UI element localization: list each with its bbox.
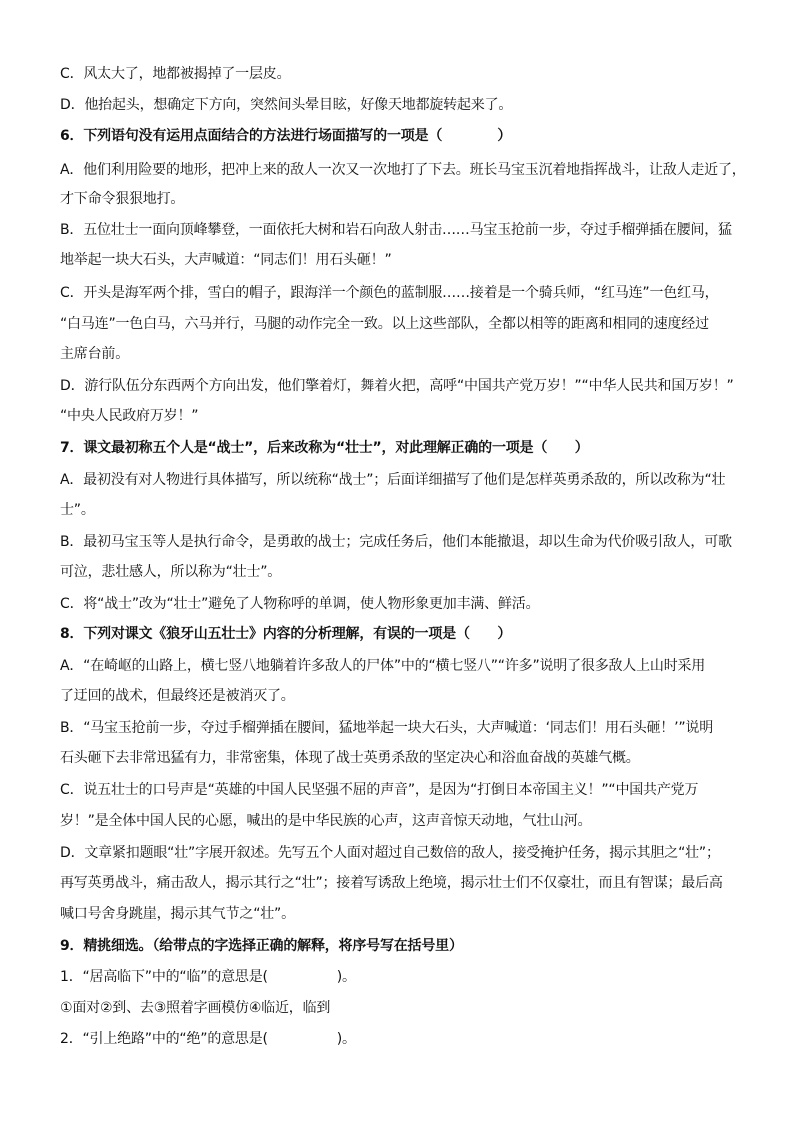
option-a-q6-line1: A．他们利用险要的地形，把冲上来的敌人一次又一次地打了下去。班长马宝玉沉着地指挥战斗，让敌人走近了， (60, 162, 746, 178)
sub-question-1-choices: ①面对②到、去③照着字画模仿④临近，临到 (60, 1000, 331, 1016)
option-a-q7-line1: A．最初没有对人物进行具体描写，所以统称“战士”；后面详细描写了他们是怎样英勇杀敌的，所以改称为“壮 (60, 472, 726, 488)
option-b-q6-line1: B．五位壮士一面向顶峰攀登，一面依托大树和岩石向敌人射击……马宝玉抢前一步，夺过手榴弹插在腰间，猛 (60, 222, 732, 238)
option-d-q8-line1: D．文章紧扣题眼“壮”字展开叙述。先写五个人面对超过自己数倍的敌人，接受掩护任务，揭示其胆之“壮”； (60, 845, 720, 861)
question-7: 7．课文最初称五个人是“战士”，后来改称为“壮士”，对此理解正确的一项是（ ） (60, 440, 589, 456)
option-b-q7-line2: 可泣，悲壮感人，所以称为“壮士”。 (60, 564, 282, 580)
option-d-q5: D．他抬起头，想确定下方向，突然间头晕目眩，好像天地都旋转起来了。 (60, 97, 513, 113)
option-c-q6-line1: C．开头是海军两个排，雪白的帽子，跟海洋一个颜色的蓝制服……接着是一个骑兵师，“红马连”一色红马， (60, 285, 719, 301)
option-b-q6-line2: 地举起一块大石头，大声喊道：“同志们！用石头砸！” (60, 252, 392, 268)
sub-question-2: 2．“引上绝路”中的“绝”的意思是( )。 (60, 1031, 356, 1047)
option-a-q7-line2: 士”。 (60, 502, 95, 518)
option-c-q8-line1: C．说五壮士的口号声是“英雄的中国人民坚强不屈的声音”，是因为“打倒日本帝国主义！”“中国共产党万 (60, 782, 699, 798)
option-d-q6-line1: D．游行队伍分东西两个方向出发，他们擎着灯，舞着火把，高呼“中国共产党万岁！”“中华人民共和国万岁！” (60, 378, 734, 394)
option-c-q7: C．将“战士”改为“壮士”避免了人物称呼的单调，使人物形象更加丰满、鲜活。 (60, 596, 540, 612)
option-a-q6-line2: 才下命令狠狠地打。 (60, 191, 185, 207)
option-d-q6-line2: “中央人民政府万岁！” (60, 408, 199, 424)
option-d-q8-line2: 再写英勇战斗，痛击敌人，揭示其行之“壮”；接着写诱敌上绝境，揭示壮士们不仅豪壮，而且有智谋；最后高 (60, 875, 723, 891)
option-c-q8-line2: 岁！”是全体中国人民的心愿，喊出的是中华民族的心声，这声音惊天动地，气壮山河。 (60, 813, 592, 829)
option-a-q8-line2: 了迂回的战术，但最终还是被消灭了。 (60, 688, 295, 704)
option-c-q6-line2: “白马连”一色白马，六马并行，马腿的动作完全一致。以上这些部队，全都以相等的距离和相同的速度经过 (60, 316, 709, 332)
option-c-q6-line3: 主席台前。 (60, 346, 129, 362)
option-c-q5: C．风太大了，地都被揭掉了一层皮。 (60, 66, 291, 82)
option-b-q8-line1: B．“马宝玉抢前一步，夺过手榴弹插在腰间，猛地举起一块大石头，大声喊道：‘同志们！用石头砸！’”说明 (60, 720, 714, 736)
question-8: 8．下列对课文《狼牙山五壮士》内容的分析理解，有误的一项是（ ） (60, 626, 512, 642)
question-9: 9．精挑细选。（给带点的字选择正确的解释，将序号写在括号里） (60, 938, 463, 954)
option-b-q7-line1: B．最初马宝玉等人是执行命令，是勇敢的战士；完成任务后，他们本能撤退，却以生命为代价吸引敌人，可歌 (60, 534, 732, 550)
option-a-q8-line1: A．“在崎岖的山路上，横七竖八地躺着许多敌人的尸体”中的“横七竖八”“许多”说明了很多敌人上山时采用 (60, 658, 706, 674)
question-6: 6．下列语句没有运用点面结合的方法进行场面描写的一项是（ ） (60, 128, 512, 144)
option-b-q8-line2: 石头砸下去非常迅猛有力，非常密集，体现了战士英勇杀敌的坚定决心和浴血奋战的英雄气概。 (60, 750, 640, 766)
option-d-q8-line3: 喊口号舍身跳崖，揭示其气节之“壮”。 (60, 906, 295, 922)
sub-question-1: 1．“居高临下”中的“临”的意思是( )。 (60, 969, 356, 985)
